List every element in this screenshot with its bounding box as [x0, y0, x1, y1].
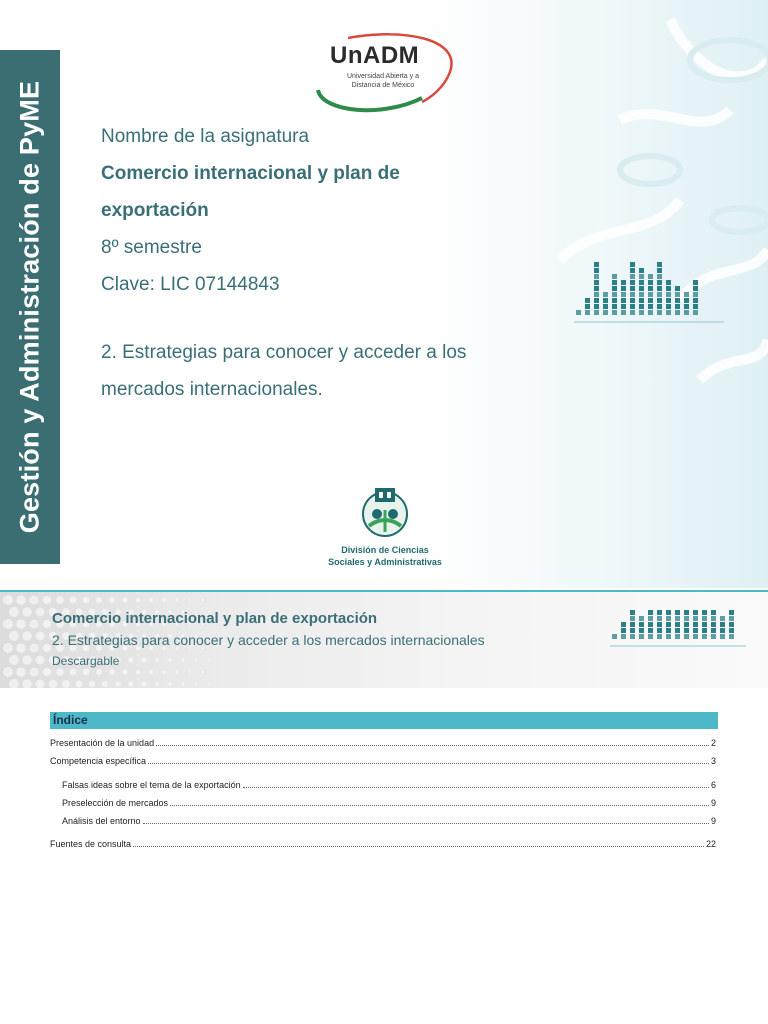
toc-entry[interactable] — [50, 779, 716, 791]
toc-entry[interactable] — [50, 797, 716, 809]
toc-leader-dots — [170, 797, 709, 806]
logo-subtitle-line1: Universidad Abierta y a — [347, 73, 419, 80]
division-name-line1: División de Ciencias — [341, 545, 429, 555]
course-code: Clave: LIC 07144843 — [101, 274, 280, 295]
toc-entry[interactable] — [50, 755, 716, 767]
program-name: Gestión y Administración de PyME — [14, 80, 45, 534]
division-emblem-icon — [359, 484, 411, 540]
division-name-line2: Sociales y Administrativas — [328, 557, 442, 567]
toc-entry-page: 3 — [710, 756, 716, 766]
toc-entry[interactable] — [50, 737, 716, 749]
toc-leader-dots — [148, 755, 709, 764]
toc-leader-dots — [143, 815, 709, 824]
equalizer-bars-icon — [610, 610, 746, 658]
semester: 8º semestre — [101, 237, 202, 258]
division-block — [300, 484, 470, 568]
vertical-program-band — [0, 50, 60, 564]
toc-entry-label: Preselección de mercados — [62, 798, 169, 808]
toc-entry-page: 22 — [705, 839, 716, 849]
toc-entry-label: Competencia específica — [50, 756, 147, 766]
logo-subtitle — [338, 72, 428, 90]
toc-leader-dots — [243, 779, 709, 788]
unadm-logo — [312, 32, 458, 114]
equalizer-bars-icon — [574, 262, 724, 344]
subject-name-line2: exportación — [101, 200, 209, 221]
unit-topic-line2: mercados internacionales. — [101, 379, 323, 400]
subject-name-line1: Comercio internacional y plan de — [101, 163, 400, 184]
banner-title: Comercio internacional y plan de exportación — [52, 610, 378, 627]
document-header-banner — [0, 590, 768, 688]
toc-entry-label: Presentación de la unidad — [50, 738, 155, 748]
banner-tag: Descargable — [52, 654, 120, 668]
toc-entry[interactable] — [50, 815, 716, 827]
table-of-contents — [50, 712, 718, 849]
toc-entry-page: 9 — [710, 816, 716, 826]
subject-block — [101, 118, 521, 303]
toc-heading: Índice — [50, 712, 718, 729]
logo-wordmark: UnADM — [330, 42, 420, 69]
division-name — [300, 544, 470, 568]
toc-leader-dots — [133, 838, 704, 847]
toc-entry-label: Análisis del entorno — [62, 816, 141, 826]
banner-subtitle: 2. Estrategias para conocer y acceder a los mercados internacionales — [52, 632, 485, 648]
toc-entry-label: Fuentes de consulta — [50, 839, 132, 849]
toc-entry-page: 2 — [710, 738, 716, 748]
unit-topic-line1: 2. Estrategias para conocer y acceder a los — [101, 342, 467, 363]
toc-entry-page: 6 — [710, 780, 716, 790]
subject-label: Nombre de la asignatura — [101, 126, 310, 147]
toc-entry[interactable] — [50, 838, 716, 850]
toc-entry-label: Falsas ideas sobre el tema de la exportación — [62, 780, 241, 790]
toc-entry-page: 9 — [710, 798, 716, 808]
toc-leader-dots — [156, 737, 709, 746]
unit-topic — [101, 334, 541, 408]
logo-subtitle-line2: Distancia de México — [351, 82, 415, 89]
